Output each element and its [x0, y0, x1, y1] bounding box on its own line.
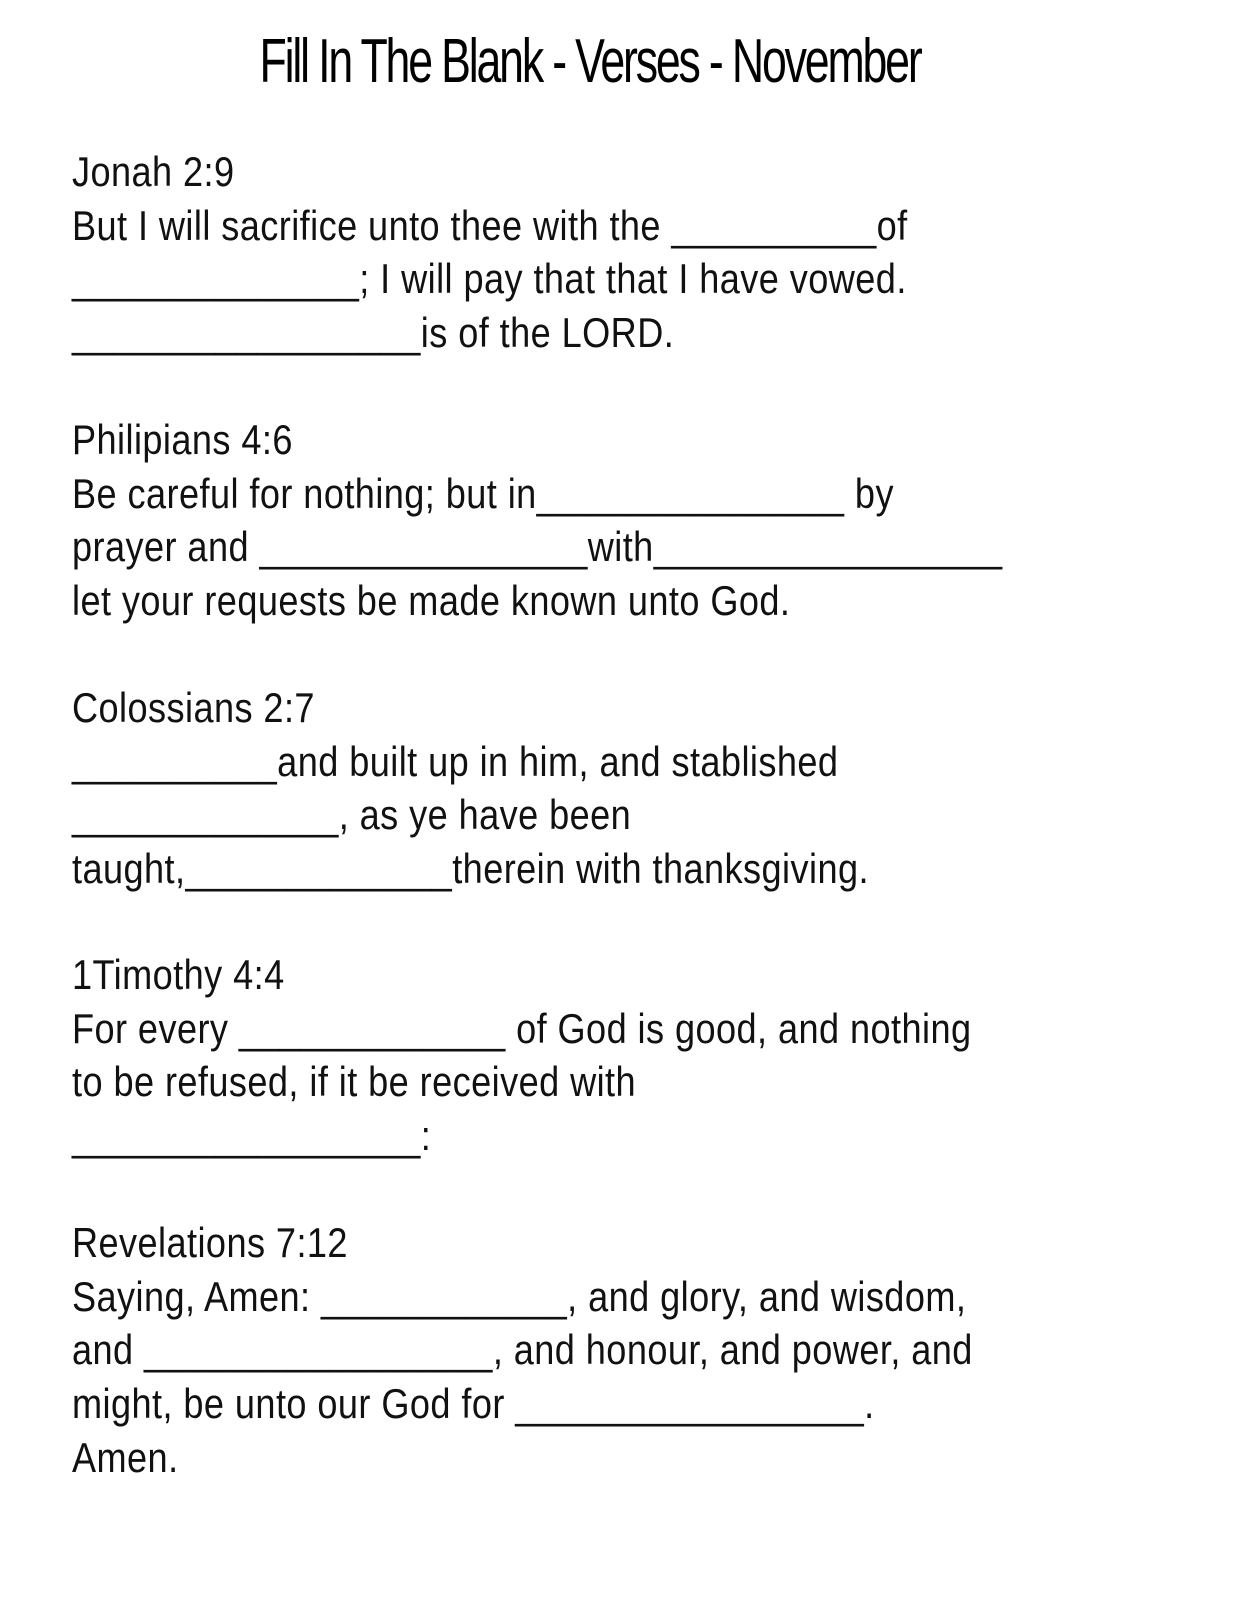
verse-reference: 1Timothy 4:4: [72, 951, 285, 998]
verse-line: For every _____________ of God is good, and nothing: [72, 1004, 972, 1052]
verse-reference: Philipians 4:6: [72, 416, 293, 463]
verse-line: Be careful for nothing; but in_______________ by: [72, 469, 894, 517]
verse-line: ______________; I will pay that that I have vowed.: [72, 255, 907, 303]
verse-line: prayer and ________________with_________________: [72, 523, 1003, 571]
verse-line: and _________________, and honour, and power, and: [72, 1326, 973, 1374]
verse-1timothy: [72, 948, 1118, 1163]
verse-colossians: [72, 681, 999, 896]
verse-line: _________________is of the LORD.: [72, 309, 675, 357]
verse-line: _____________, as ye have been: [72, 791, 632, 839]
verse-line: Saying, Amen: ____________, and glory, and wisdom,: [72, 1272, 967, 1320]
verse-reference: Jonah 2:9: [72, 148, 235, 195]
verse-reference: Revelations 7:12: [72, 1219, 348, 1266]
verse-line: But I will sacrifice unto thee with the __________of: [72, 201, 908, 249]
verse-line: Amen.: [72, 1433, 179, 1481]
verse-line: might, be unto our God for _________________.: [72, 1380, 875, 1428]
verse-reference: Colossians 2:7: [72, 684, 315, 731]
verse-revelations: [72, 1216, 1119, 1484]
verse-line: _________________:: [72, 1112, 432, 1160]
verse-line: __________and built up in him, and stablished: [72, 737, 839, 785]
verse-line: to be refused, if it be received with: [72, 1058, 637, 1106]
page-title: Fill In The Blank - Verses - November: [259, 27, 921, 96]
verse-jonah: [72, 145, 1044, 360]
verse-line: taught,_____________therein with thanksgiving.: [72, 845, 869, 893]
verse-line: let your requests be made known unto God.: [72, 577, 791, 625]
verse-philippians: [72, 413, 1154, 628]
